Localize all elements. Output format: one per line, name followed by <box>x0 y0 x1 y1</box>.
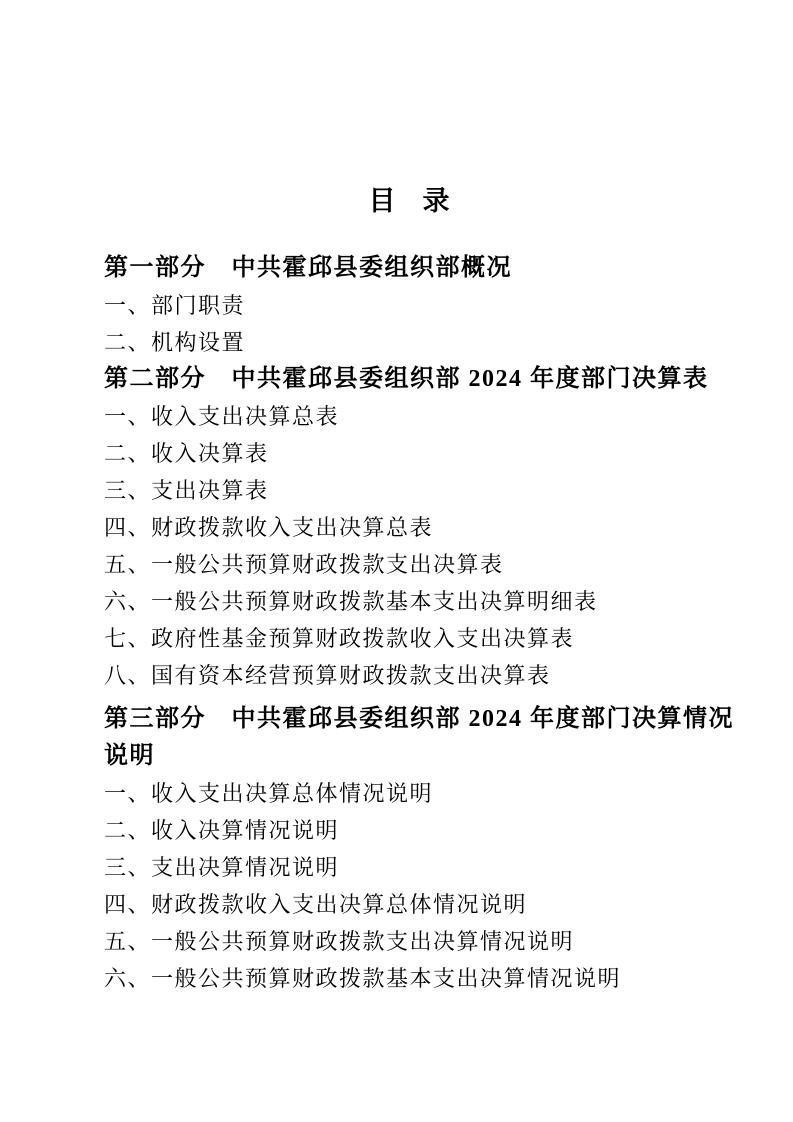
toc-item: 二、机构设置 <box>104 330 246 355</box>
toc-item: 四、财政拨款收入支出决算总表 <box>104 515 434 540</box>
section-1-heading: 第一部分 中共霍邱县委组织部概况 <box>104 255 512 281</box>
toc-content <box>104 183 754 997</box>
toc-item: 二、收入决算情况说明 <box>104 818 340 843</box>
section-3-heading: 第三部分 中共霍邱县委组织部 2024 年度部门决算情况说明 <box>104 706 734 769</box>
toc-item: 八、国有资本经营预算财政拨款支出决算表 <box>104 663 551 688</box>
toc-item: 七、政府性基金预算财政拨款收入支出决算表 <box>104 626 575 651</box>
toc-item: 四、财政拨款收入支出决算总体情况说明 <box>104 892 528 917</box>
toc-item: 一、收入支出决算总表 <box>104 404 340 429</box>
section-2-heading: 第二部分 中共霍邱县委组织部 2024 年度部门决算表 <box>104 366 709 392</box>
toc-item: 一、收入支出决算总体情况说明 <box>104 781 434 806</box>
toc-item: 三、支出决算表 <box>104 478 269 503</box>
section-part-3 <box>104 701 754 997</box>
document-title: 目 录 <box>368 186 450 216</box>
toc-item: 六、一般公共预算财政拨款基本支出决算情况说明 <box>104 966 622 991</box>
toc-item: 五、一般公共预算财政拨款支出决算情况说明 <box>104 929 575 954</box>
section-part-2 <box>104 361 754 694</box>
toc-item: 六、一般公共预算财政拨款基本支出决算明细表 <box>104 589 598 614</box>
section-part-1 <box>104 250 754 361</box>
toc-item: 三、支出决算情况说明 <box>104 855 340 880</box>
toc-item: 五、一般公共预算财政拨款支出决算表 <box>104 552 504 577</box>
toc-item: 一、部门职责 <box>104 293 246 318</box>
toc-item: 二、收入决算表 <box>104 441 269 466</box>
